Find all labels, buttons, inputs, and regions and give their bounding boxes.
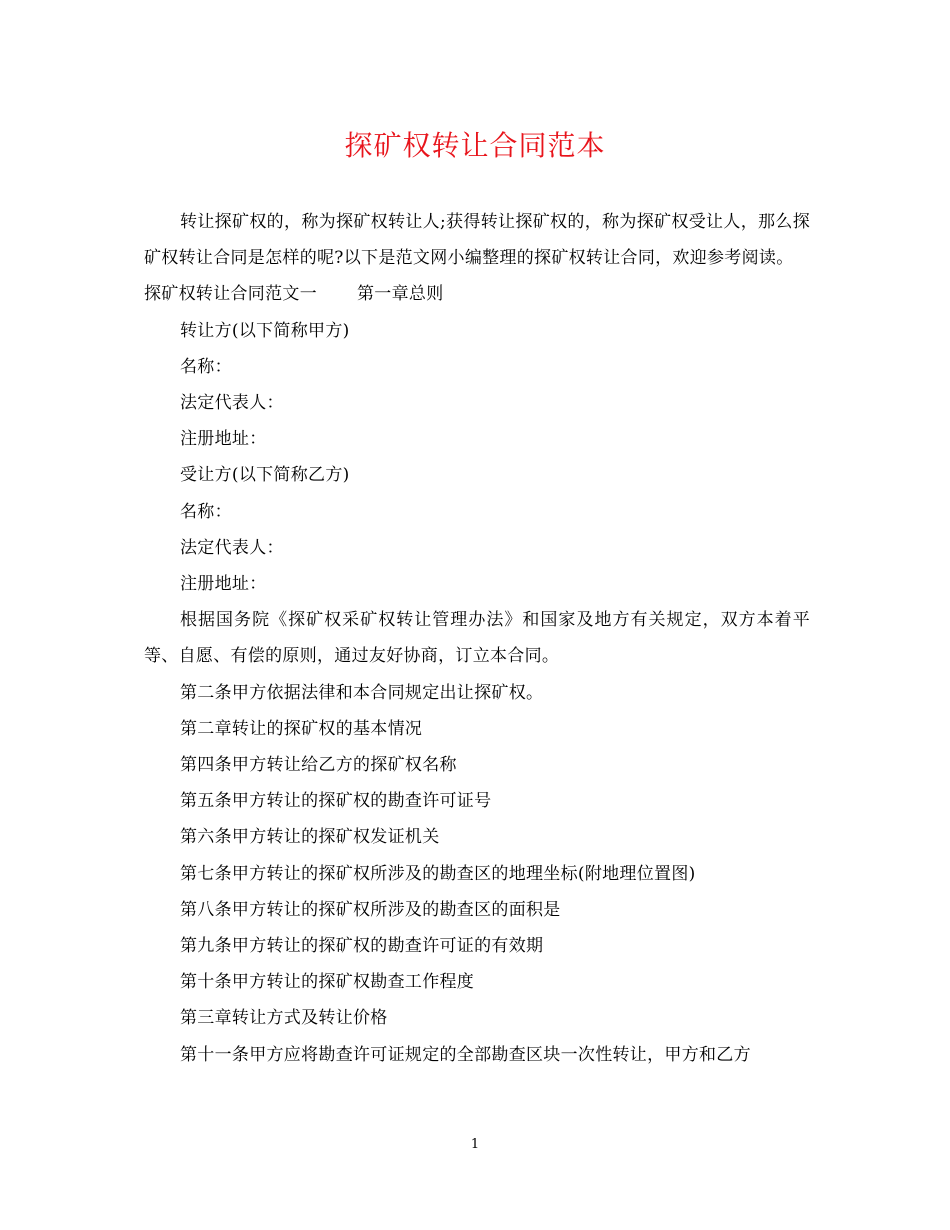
paragraph: 第三章转让方式及转让价格 bbox=[180, 1008, 388, 1029]
intro-paragraph: 转让探矿权的，称为探矿权转让人;获得转让探矿权的，称为探矿权受让人，那么探矿权转让合同是怎样的呢?以下是范文网小编整理的探矿权转让合同，欢迎参考阅读。 bbox=[144, 212, 810, 269]
paragraph: 法定代表人： bbox=[180, 393, 284, 414]
paragraph: 第八条甲方转让的探矿权所涉及的勘查区的面积是 bbox=[180, 899, 561, 920]
paragraph: 第二章转让的探矿权的基本情况 bbox=[180, 718, 423, 739]
section-heading-line bbox=[144, 276, 810, 312]
paragraph: 第二条甲方依据法律和本合同规定出让探矿权。 bbox=[180, 682, 544, 703]
document-body bbox=[144, 204, 810, 1073]
paragraph: 注册地址： bbox=[180, 429, 267, 450]
paragraph: 名称： bbox=[180, 356, 232, 377]
paragraph: 受让方(以下简称乙方) bbox=[180, 465, 350, 486]
paragraph: 第十一条甲方应将勘查许可证规定的全部勘查区块一次性转让，甲方和乙方 bbox=[180, 1044, 751, 1065]
paragraph: 第六条甲方转让的探矿权发证机关 bbox=[180, 827, 440, 848]
document-title: 探矿权转让合同范本 bbox=[344, 129, 606, 162]
paragraph: 第九条甲方转让的探矿权的勘查许可证的有效期 bbox=[180, 936, 544, 957]
section-label: 探矿权转让合同范文一 bbox=[144, 284, 317, 305]
page-number: 1 bbox=[470, 1137, 480, 1152]
paragraph: 第四条甲方转让给乙方的探矿权名称 bbox=[180, 755, 457, 776]
paragraph: 法定代表人： bbox=[180, 537, 284, 558]
paragraph: 第五条甲方转让的探矿权的勘查许可证号 bbox=[180, 791, 492, 812]
paragraph: 转让方(以下简称甲方) bbox=[180, 320, 350, 341]
paragraph: 注册地址： bbox=[180, 574, 267, 595]
paragraph: 第七条甲方转让的探矿权所涉及的勘查区的地理坐标(附地理位置图) bbox=[180, 863, 696, 884]
paragraph: 第十条甲方转让的探矿权勘查工作程度 bbox=[180, 972, 475, 993]
chapter-one-heading: 第一章总则 bbox=[357, 284, 444, 305]
paragraph: 名称： bbox=[180, 501, 232, 522]
paragraph: 根据国务院《探矿权采矿权转让管理办法》和国家及地方有关规定，双方本着平等、自愿、有偿的原则，通过友好协商，订立本合同。 bbox=[144, 610, 810, 667]
